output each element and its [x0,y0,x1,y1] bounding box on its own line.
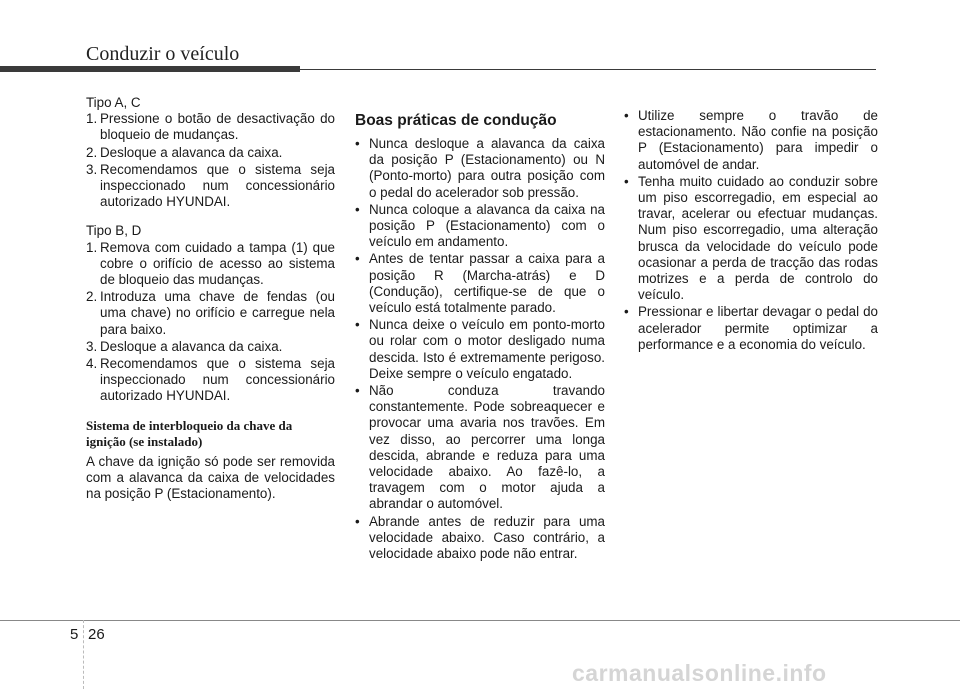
bullet-item [355,251,605,316]
step-number: 3. [86,161,98,177]
bullet-text: Nunca desloque a alavanca da caixa da posição P (Estacionamento) ou N (Ponto-morto) para outra posição com o pedal do acelerador sob pressão. [369,136,605,200]
section-heading: Boas práticas de condução [355,112,557,129]
watermark: carmanualsonline.info [572,660,827,686]
step-text: Desloque a alavanca da caixa. [100,144,283,160]
bullet-item [355,202,605,251]
footer-divider [83,620,85,689]
numbered-step [86,356,335,405]
title-rule-thin [300,69,876,70]
step-text: Recomendamos que o sistema seja inspeccionado num concessionário autorizado HYUNDAI. [100,161,335,210]
bullet-text: Pressionar e libertar devagar o pedal do acelerador permite optimizar a performance e a economia do veículo. [638,304,878,352]
numbered-step [86,145,335,161]
chapter-number: 5 [70,626,79,643]
bullet-icon: • [355,383,360,399]
step-number: 1. [86,239,98,255]
bullet-item [624,304,878,353]
bullet-text: Nunca deixe o veículo em ponto-morto ou rolar com o motor desligado numa descida. Isto é extremamente perigoso. Deixe sempre o veículo engatado. [369,317,605,381]
footer-rule [0,620,960,621]
column-right [624,108,878,354]
bullet-icon: • [355,201,360,217]
step-number: 1. [86,111,98,127]
step-text: Recomendamos que o sistema seja inspeccionado num concessionário autorizado HYUNDAI. [100,356,335,404]
interlock-heading-line-1: Sistema de interbloqueio da chave da [86,417,293,433]
step-number: 2. [86,144,98,160]
step-number: 4. [86,356,98,372]
step-text: Introduza uma chave de fendas (ou uma chave) no orifício e carregue nela para baixo. [100,289,335,337]
bullet-item [624,108,878,173]
bullet-item [355,383,605,513]
bullet-item [355,514,605,563]
numbered-step [86,162,335,211]
numbered-step [86,111,335,143]
step-text: Remova com cuidado a tampa (1) que cobre o orifício de acesso ao sistema de bloqueio das mudanças. [100,239,335,288]
bullet-text: Antes de tentar passar a caixa para a posição R (Marcha-atrás) e D (Condução), certifique-se de que o veículo está totalmente parado. [369,251,605,316]
bullet-text: Abrande antes de reduzir para uma velocidade abaixo. Caso contrário, a velocidade abaixo pode não entrar. [369,513,605,562]
numbered-step [86,289,335,338]
column-left [86,95,335,502]
step-number: 2. [86,289,98,305]
steps-ac [86,111,335,210]
title-rule-thick [0,66,300,72]
interlock-heading-line-2: ignição (se instalado) [86,433,203,449]
bullet-icon: • [355,317,360,333]
column-middle [355,112,605,563]
bullet-icon: • [624,108,629,123]
bullet-icon: • [355,513,360,529]
bullet-item [624,174,878,304]
bullet-icon: • [355,251,360,267]
good-practice-list-continued [624,108,878,353]
step-number: 3. [86,338,98,354]
bullet-item [355,136,605,201]
type-ac-label: Tipo A, C [86,95,141,110]
bullet-text: Tenha muito cuidado ao conduzir sobre um piso escorregadio, em especial ao travar, acelerar ou efectuar mudanças. Num piso escorregadio, uma alteração brusca da velocidade do veículo pode ocasionar a perda de tracção das rodas motrizes e a perda de controlo do veículo. [638,173,878,303]
bullet-text: Não conduza travando constantemente. Pode sobreaquecer e provocar uma avaria nos travões. Em vez disso, ao percorrer uma longa descida, abrande e reduza para uma velocidade abaixo. Ao fazê-lo, a travagem com o motor ajuda a abrandar o automóvel. [369,383,605,512]
step-text: Desloque a alavanca da caixa. [100,338,283,354]
page-number: 26 [88,626,105,643]
numbered-step [86,240,335,289]
good-practice-list [355,136,605,562]
steps-bd [86,240,335,405]
type-bd-label: Tipo B, D [86,223,142,239]
bullet-item [355,317,605,382]
interlock-text: A chave da ignição só pode ser removida com a alavanca da caixa de velocidades na posição P (Estacionamento). [86,453,335,502]
bullet-icon: • [624,304,629,320]
interlock-heading [86,418,335,450]
bullet-icon: • [624,173,629,189]
page-title: Conduzir o veículo [86,43,240,65]
bullet-text: Nunca coloque a alavanca da caixa na posição P (Estacionamento) com o veículo em andamento. [369,201,605,250]
bullet-icon: • [355,136,360,151]
numbered-step [86,339,335,355]
bullet-text: Utilize sempre o travão de estacionamento. Não confie na posição P (Estacionamento) para impedir o automóvel de andar. [638,108,878,172]
step-text: Pressione o botão de desactivação do bloqueio de mudanças. [100,111,335,143]
